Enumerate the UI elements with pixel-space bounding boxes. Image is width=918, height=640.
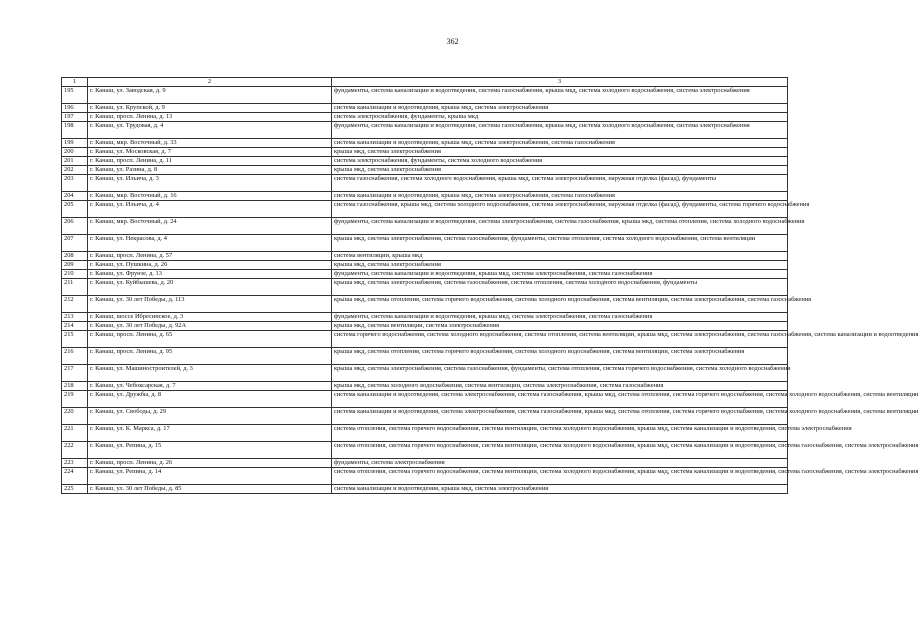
works-cell: крыша мкд, система электроснабжения	[332, 166, 788, 175]
row-number-cell: 203	[62, 175, 88, 192]
table-row	[62, 270, 788, 279]
works-cell: фундаменты, система канализации и водоотведения, система газоснабжения, крыша мкд, система холодного водоснабжения, система электроснабжения	[332, 122, 788, 139]
works-cell: фундаменты, система канализации и водоотведения, система электроснабжения, система газоснабжения, крыша мкд, система отопления, система холодного водоснабжения	[332, 218, 788, 235]
row-number-cell: 200	[62, 148, 88, 157]
row-number-cell: 205	[62, 201, 88, 218]
address-cell: г. Канаш, ул. Разина, д. 8	[88, 166, 332, 175]
row-number-cell: 220	[62, 408, 88, 425]
table-row	[62, 468, 788, 485]
address-cell: г. Канаш, мкр. Восточный, д. 16	[88, 192, 332, 201]
table-row	[62, 313, 788, 322]
row-number-cell: 210	[62, 270, 88, 279]
row-number-cell: 198	[62, 122, 88, 139]
table-row	[62, 459, 788, 468]
address-cell: г. Канаш, ул. Чебоксарская, д. 7	[88, 382, 332, 391]
row-number-cell: 223	[62, 459, 88, 468]
page-number: 362	[446, 37, 459, 46]
address-cell: г. Канаш, просп. Ленина, д. 57	[88, 252, 332, 261]
row-number-cell: 212	[62, 296, 88, 313]
address-cell: г. Канаш, просп. Ленина, д. 95	[88, 348, 332, 365]
address-cell: г. Канаш, ул. Фрунзе, д. 13	[88, 270, 332, 279]
table-body	[62, 87, 918, 494]
works-cell: система канализации и водоотведения, система электроснабжения, система газоснабжения, крыша мкд, система отопления, система горячего водоснабжения, система холодного водоснабжения, система вентиляции	[332, 408, 788, 425]
row-number-cell: 195	[62, 87, 88, 104]
works-cell: фундаменты, система электроснабжения	[332, 459, 788, 468]
address-cell: г. Канаш, просп. Ленина, д. 26	[88, 459, 332, 468]
row-number-cell: 208	[62, 252, 88, 261]
row-number-cell: 213	[62, 313, 88, 322]
address-cell: г. Канаш, ул. Куйбышева, д. 20	[88, 279, 332, 296]
address-cell: г. Канаш, ул. Репина, д. 14	[88, 468, 332, 485]
address-cell: г. Канаш, ул. Московская, д. 7	[88, 148, 332, 157]
works-cell: крыша мкд, система вентиляции, система электроснабжения	[332, 322, 788, 331]
works-cell: крыша мкд, система отопления, система горячего водоснабжения, система холодного водоснабжения, система вентиляции, система электроснабжения	[332, 348, 788, 365]
table-row	[62, 157, 788, 166]
works-cell: система газоснабжения, крыша мкд, система холодного водоснабжения, система электроснабжения, наружная отделка (фасад), фундаменты, система горячего водоснабжения	[332, 201, 788, 218]
works-cell: система вентиляции, крыша мкд	[332, 252, 788, 261]
row-number-cell: 222	[62, 442, 88, 459]
table-row	[62, 235, 788, 252]
address-cell: г. Канаш, ул. Ильича, д. 3	[88, 175, 332, 192]
table-row	[62, 104, 788, 113]
works-cell: система отопления, система горячего водоснабжения, система вентиляции, система холодного водоснабжения, крыша мкд, система канализации и водоотведения, система газоснабжения, система электроснабжения	[332, 442, 788, 459]
row-number-cell: 215	[62, 331, 88, 348]
row-number-cell: 206	[62, 218, 88, 235]
works-cell: система канализации и водоотведения, крыша мкд, система электроснабжения, система газоснабжения	[332, 192, 788, 201]
works-cell: система горячего водоснабжения, система холодного водоснабжения, система отопления, система вентиляции, крыша мкд, система электроснабжения, система газоснабжения, система канализации и водоотведения	[332, 331, 788, 348]
works-cell: система канализации и водоотведения, система электроснабжения, система газоснабжения, крыша мкд, система отопления, система горячего водоснабжения, система холодного водоснабжения, система вентиляции	[332, 391, 788, 408]
table-row	[62, 365, 788, 382]
works-cell: крыша мкд, система электроснабжения	[332, 148, 788, 157]
table-row	[62, 192, 788, 201]
table-row	[62, 348, 788, 365]
row-number-cell: 214	[62, 322, 88, 331]
address-cell: г. Канаш, ул. Крупской, д. 9	[88, 104, 332, 113]
table-row	[62, 485, 788, 494]
address-cell: г. Канаш, ул. 30 лет Победы, д. 92А	[88, 322, 332, 331]
works-cell: фундаменты, система канализации и водоотведения, система газоснабжения, крыша мкд, система холодного водоснабжения, система электроснабжения	[332, 87, 788, 104]
table-row	[62, 139, 788, 148]
works-cell: система отопления, система горячего водоснабжения, система вентиляции, система холодного водоснабжения, крыша мкд, система канализации и водоотведения, система газоснабжения, система электроснабжения	[332, 468, 788, 485]
row-number-cell: 219	[62, 391, 88, 408]
row-number-cell: 209	[62, 261, 88, 270]
registry-table	[61, 77, 918, 494]
works-cell: фундаменты, система канализации и водоотведения, крыша мкд, система электроснабжения, система газоснабжения	[332, 313, 788, 322]
table-row	[62, 175, 788, 192]
works-cell: крыша мкд, система отопления, система горячего водоснабжения, система холодного водоснабжения, система вентиляции, система электроснабжения, система газоснабжения	[332, 296, 788, 313]
table-row	[62, 166, 788, 175]
address-cell: г. Канаш, ул. Ильича, д. 4	[88, 201, 332, 218]
column-header-works: 3	[332, 78, 788, 87]
works-cell: система канализации и водоотведения, крыша мкд, система электроснабжения	[332, 104, 788, 113]
works-cell: система канализации и водоотведения, крыша мкд, система электроснабжения, система газоснабжения	[332, 139, 788, 148]
table-row	[62, 331, 788, 348]
address-cell: г. Канаш, шоссе Ибресинское, д. 3	[88, 313, 332, 322]
row-number-cell: 224	[62, 468, 88, 485]
row-number-cell: 221	[62, 425, 88, 442]
works-cell: крыша мкд, система электроснабжения	[332, 261, 788, 270]
address-cell: г. Канаш, просп. Ленина, д. 11	[88, 157, 332, 166]
works-cell: крыша мкд, система холодного водоснабжения, система вентиляции, система электроснабжения, система газоснабжения	[332, 382, 788, 391]
address-cell: г. Канаш, мкр. Восточный, д. 24	[88, 218, 332, 235]
table-row	[62, 113, 788, 122]
row-number-cell: 207	[62, 235, 88, 252]
table-row	[62, 391, 788, 408]
works-cell: система газоснабжения, система холодного водоснабжения, крыша мкд, система электроснабжения, наружная отделка (фасад), фундаменты	[332, 175, 788, 192]
address-cell: г. Канаш, ул. Пушкина, д. 26	[88, 261, 332, 270]
row-number-cell: 204	[62, 192, 88, 201]
table-row	[62, 252, 788, 261]
address-cell: г. Канаш, ул. Трудовая, д. 4	[88, 122, 332, 139]
address-cell: г. Канаш, ул. Заводская, д. 9	[88, 87, 332, 104]
address-cell: г. Канаш, просп. Ленина, д. 13	[88, 113, 332, 122]
table-row	[62, 442, 788, 459]
table-row	[62, 261, 788, 270]
header-row	[62, 78, 788, 87]
row-number-cell: 197	[62, 113, 88, 122]
row-number-cell: 201	[62, 157, 88, 166]
works-cell: крыша мкд, система электроснабжения, система газоснабжения, система отопления, система холодного водоснабжения, фундаменты	[332, 279, 788, 296]
address-cell: г. Канаш, ул. К. Маркса, д. 17	[88, 425, 332, 442]
table-row	[62, 322, 788, 331]
table-row	[62, 408, 788, 425]
address-cell: г. Канаш, ул. Некрасова, д. 4	[88, 235, 332, 252]
column-header-address: 2	[88, 78, 332, 87]
row-number-cell: 199	[62, 139, 88, 148]
table-row	[62, 122, 788, 139]
table-row	[62, 296, 788, 313]
address-cell: г. Канаш, мкр. Восточный, д. 33	[88, 139, 332, 148]
address-cell: г. Канаш, ул. 30 лет Победы, д. 113	[88, 296, 332, 313]
row-number-cell: 216	[62, 348, 88, 365]
address-cell: г. Канаш, ул. Машиностроителей, д. 3	[88, 365, 332, 382]
address-cell: г. Канаш, ул. Дружбы, д. 8	[88, 391, 332, 408]
works-cell: фундаменты, система канализации и водоотведения, крыша мкд, система электроснабжения, система газоснабжения	[332, 270, 788, 279]
table-row	[62, 201, 788, 218]
works-cell: крыша мкд, система электроснабжения, система газоснабжения, фундаменты, система отопления, система горячего водоснабжения, система холодного водоснабжения	[332, 365, 788, 382]
row-number-cell: 225	[62, 485, 88, 494]
row-number-cell: 217	[62, 365, 88, 382]
address-cell: г. Канаш, ул. Свободы, д. 29	[88, 408, 332, 425]
works-cell: крыша мкд, система электроснабжения, система газоснабжения, фундаменты, система отопления, система холодного водоснабжения, система вентиляции	[332, 235, 788, 252]
address-cell: г. Канаш, ул. Репина, д. 15	[88, 442, 332, 459]
works-cell: система отопления, система горячего водоснабжения, система вентиляции, система холодного водоснабжения, крыша мкд, система канализации и водоотведения, система электроснабжения	[332, 425, 788, 442]
table-row	[62, 425, 788, 442]
column-header-number: 1	[62, 78, 88, 87]
row-number-cell: 211	[62, 279, 88, 296]
works-cell: система электроснабжения, фундаменты, крыша мкд	[332, 113, 788, 122]
address-cell: г. Канаш, просп. Ленина, д. 65	[88, 331, 332, 348]
address-cell: г. Канаш, ул. 30 лет Победы, д. 85	[88, 485, 332, 494]
row-number-cell: 218	[62, 382, 88, 391]
table-row	[62, 382, 788, 391]
row-number-cell: 202	[62, 166, 88, 175]
works-cell: система электроснабжения, фундаменты, система холодного водоснабжения	[332, 157, 788, 166]
row-number-cell: 196	[62, 104, 88, 113]
table-header	[62, 78, 788, 87]
table-row	[62, 87, 788, 104]
table-row	[62, 218, 788, 235]
table-row	[62, 148, 788, 157]
table-row	[62, 279, 788, 296]
works-cell: система канализации и водоотведения, крыша мкд, система электроснабжения	[332, 485, 788, 494]
